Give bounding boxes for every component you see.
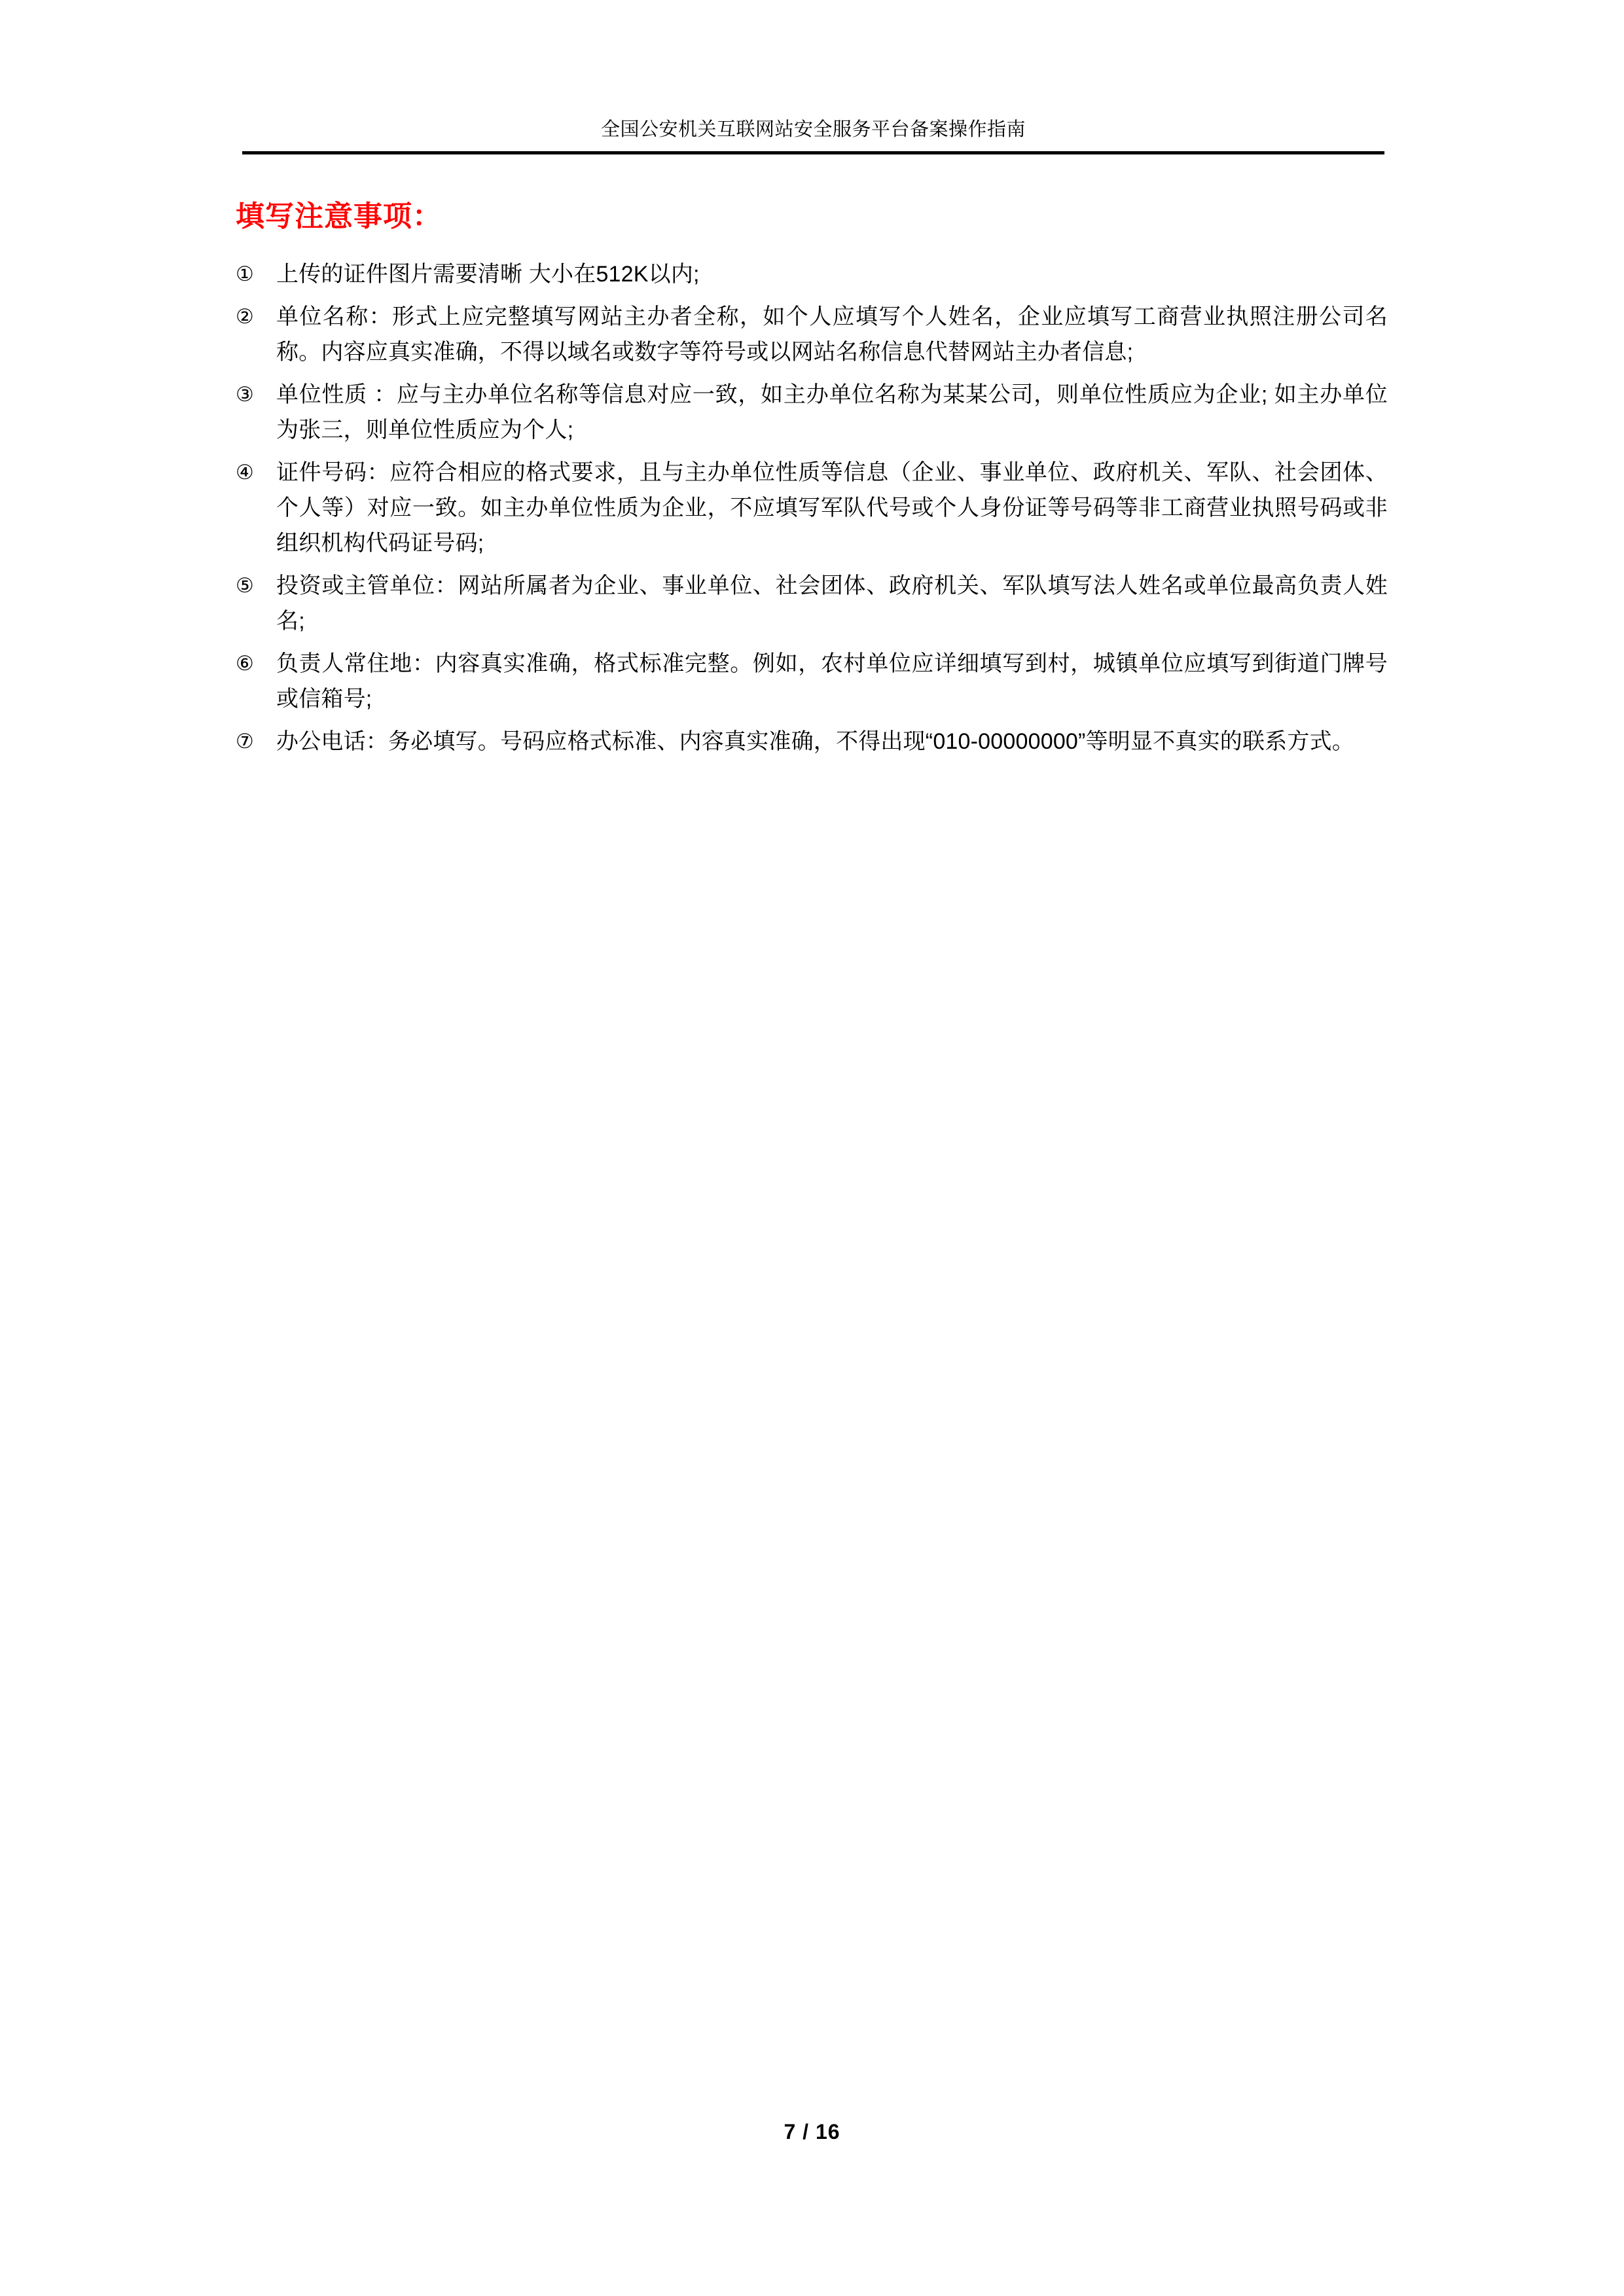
page-footer	[0, 2120, 1624, 2296]
list-item-text: 证件号码：应符合相应的格式要求，且与主办单位性质等信息（企业、事业单位、政府机关、军队、社会团体、个人等）对应一致。如主办单位性质为企业，不应填写军队代号或个人身份证等号码等非工商营业执照号码或非组织机构代码证号码;	[276, 459, 1388, 556]
section-title: 填写注意事项：	[236, 200, 442, 232]
header-divider	[242, 151, 1384, 154]
list-item-text: 单位性质 ：应与主办单位名称等信息对应一致，如主办单位名称为某某公司，则单位性质应为企业; 如主办单位为张三，则单位性质应为个人;	[276, 382, 1388, 442]
list-item-marker: ④	[236, 460, 254, 484]
page-content	[236, 200, 1388, 766]
list-item-text: 办公电话：务必填写。号码应格式标准、内容真实准确，不得出现“010-00000000”等明显不真实的联系方式。	[276, 728, 1354, 754]
notes-list	[236, 257, 1388, 759]
list-item	[236, 568, 1388, 639]
list-item-marker: ⑦	[236, 729, 254, 753]
list-item	[236, 455, 1388, 561]
list-item-marker: ⑥	[236, 651, 254, 675]
list-item	[236, 377, 1388, 448]
list-item	[236, 646, 1388, 717]
list-item-marker: ②	[236, 304, 254, 329]
list-item-text: 上传的证件图片需要清晰 大小在512K以内;	[276, 261, 700, 287]
list-item-text: 投资或主管单位：网站所属者为企业、事业单位、社会团体、政府机关、军队填写法人姓名或单位最高负责人姓名;	[276, 573, 1388, 634]
list-item	[236, 257, 1388, 292]
list-item-marker: ③	[236, 382, 254, 406]
list-item	[236, 724, 1388, 759]
running-header-title: 全国公安机关互联网站安全服务平台备案操作指南	[600, 119, 1026, 140]
list-item-text: 单位名称：形式上应完整填写网站主办者全称，如个人应填写个人姓名，企业应填写工商营业执照注册公司名称。内容应真实准确，不得以域名或数字等符号或以网站名称信息代替网站主办者信息;	[276, 304, 1388, 365]
page-number: 7 / 16	[784, 2120, 840, 2144]
list-item	[236, 299, 1388, 370]
list-item-marker: ①	[236, 262, 254, 286]
list-item-text: 负责人常住地：内容真实准确，格式标准完整。例如，农村单位应详细填写到村，城镇单位应填写到街道门牌号或信箱号;	[276, 651, 1388, 711]
list-item-marker: ⑤	[236, 573, 254, 598]
running-header	[242, 118, 1384, 160]
